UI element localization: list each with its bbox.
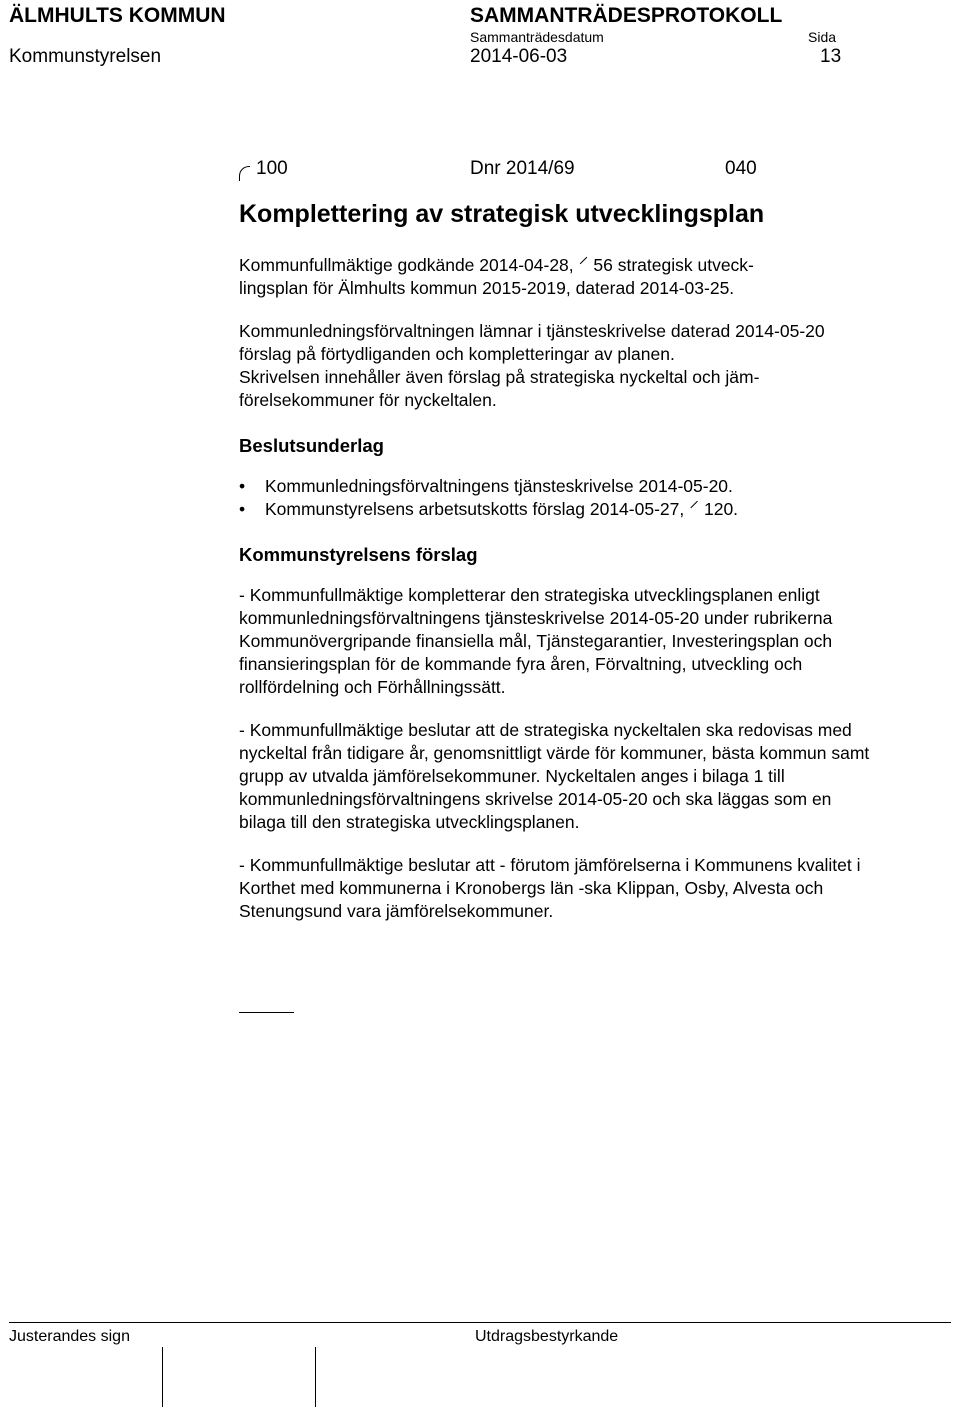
document-body [239, 254, 879, 943]
intro-text: Kommunfullmäktige godkände 2014-04-28, [239, 255, 574, 275]
board-name: Kommunstyrelsen [9, 46, 162, 67]
section-sign-icon [239, 166, 250, 181]
proposal-heading: Kommunstyrelsens förslag [239, 544, 478, 565]
intro-paragraph-1 [239, 254, 879, 300]
section-number: 100 [256, 158, 288, 179]
end-rule [239, 1012, 294, 1013]
list-item-text: Kommunstyrelsens arbetsutskotts förslag 2014-05-27, [265, 499, 685, 519]
basis-list [239, 475, 879, 521]
extract-certification-label: Utdragsbestyrkande [475, 1328, 619, 1345]
classification-code: 040 [725, 158, 757, 179]
signature-box-divider [315, 1347, 316, 1407]
section-sign-icon: ⸍ [689, 498, 700, 520]
meeting-date: 2014-06-03 [470, 46, 568, 67]
proposal-paragraph-1: - Kommunfullmäktige kompletterar den strategiska utvecklingsplanen enligt kommunledningsförvaltningens tjänsteskrivelse 2014-05-20 under rubrikerna Kommunövergripande finansiella mål, Tjänstegarantier, Investeringsplan och finansieringsplan för de kommande fyra åren, Förvaltning, utveckling och rollfördelning och Förhållningssätt. [239, 585, 833, 697]
item-title: Komplettering av strategisk utvecklingsplan [239, 200, 765, 228]
list-item: • Kommunledningsförvaltningens tjänsteskrivelse 2014-05-20. [239, 475, 879, 498]
basis-heading: Beslutsunderlag [239, 435, 384, 456]
proposal-paragraph-2: - Kommunfullmäktige beslutar att de strategiska nyckeltalen ska redovisas med nyckeltal från tidigare år, genomsnittligt värde för kommuner, bästa kommun samt grupp av utvalda jämförelsekommuner. Nyckeltalen anges i bilaga 1 till kommunledningsförvaltningens skrivelse 2014-05-20 och ska läggas som en bilaga till den strategiska utvecklingsplanen. [239, 720, 870, 832]
signature-box-divider [162, 1347, 163, 1407]
section-sign-icon: ⸍ [578, 254, 589, 276]
intro-paragraph-3: Skrivelsen innehåller även förslag på strategiska nyckeltal och jämförelsekommuner för nyckeltalen. [239, 367, 760, 410]
list-item [239, 498, 879, 521]
list-item-ref: 120. [703, 499, 739, 519]
municipality-name: ÄLMHULTS KOMMUN [9, 4, 226, 27]
signature-label: Justerandes sign [9, 1328, 130, 1345]
intro-reference: 56 strategisk utveck- [593, 255, 754, 275]
diary-number: Dnr 2014/69 [470, 158, 575, 179]
footer-divider [9, 1322, 951, 1323]
meeting-date-label: Sammanträdesdatum [470, 29, 604, 45]
proposal-paragraph-3: - Kommunfullmäktige beslutar att - förutom jämförelserna i Kommunens kvalitet i Korthet med kommunerna i Kronobergs län -ska Klippan, Osby, Alvesta och Stenungsund vara jämförelsekommuner. [239, 855, 861, 921]
intro-paragraph-2: Kommunledningsförvaltningen lämnar i tjänsteskrivelse daterad 2014-05-20 förslag på förtydliganden och kompletteringar av planen. [239, 321, 825, 364]
document-type: SAMMANTRÄDESPROTOKOLL [470, 4, 783, 27]
page-label: Sida [808, 29, 837, 45]
intro-text-cont: lingsplan för Älmhults kommun 2015-2019, daterad 2014-03-25. [239, 278, 735, 298]
page-number: 13 [820, 46, 842, 67]
